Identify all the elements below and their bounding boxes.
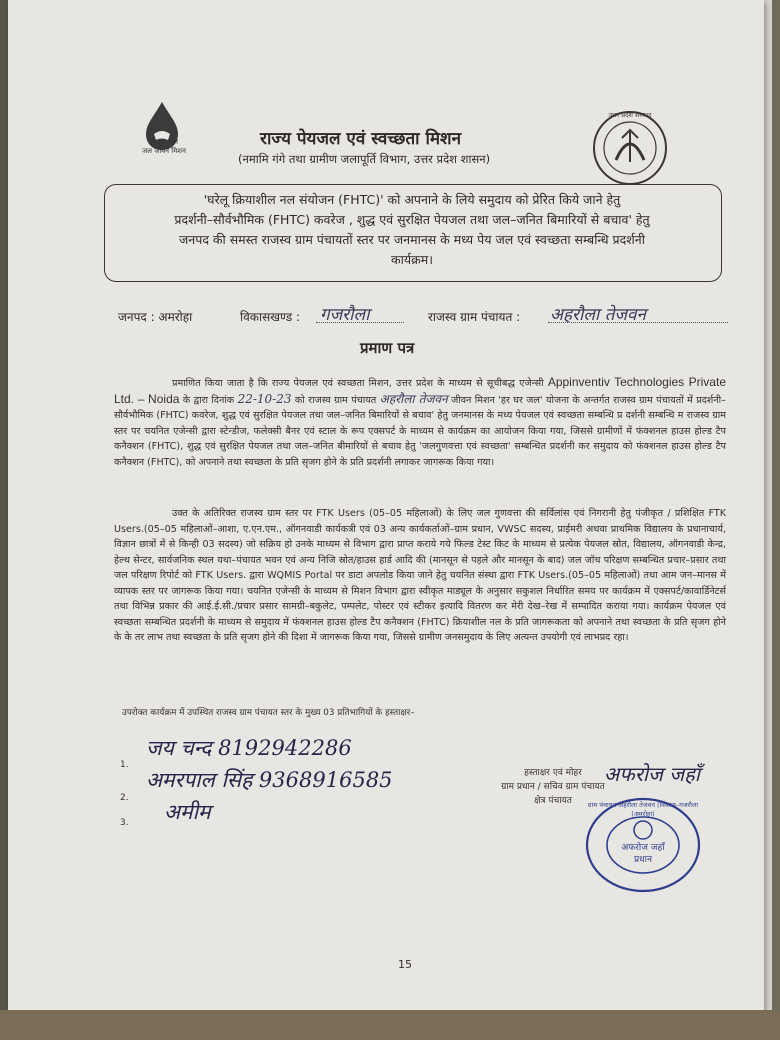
signature-label-line-2: ग्राम प्रधान / सचिव ग्राम पंचायत [501,782,605,792]
official-stamp [584,796,702,894]
participant-1-number: 1. [120,760,129,770]
intro-line-3: जनपद की समस्त राजस्व ग्राम पंचायतों स्तर पर जनमानस के मध्य पेय जल एवं स्वच्छता सम्बन्धि प्रदर्शनी [179,232,645,247]
stamp-designation: प्रधान [634,855,652,865]
page-title: राज्य पेयजल एवं स्वच्छता मिशन [260,129,462,149]
para1-text-c: को राजस्व ग्राम पंचायत [294,394,377,406]
panchayat-value: अहरौला तेजवन [550,305,646,325]
signature-label-line-1: हस्ताक्षर एवं मोहर [524,768,582,778]
para1-text-b: के द्वारा दिनांक [182,394,235,406]
pradhan-signature: अफरोज जहाँ [604,762,700,786]
stamp-name: अफरोज जहाँ [621,843,665,853]
participant-3-signature: अमीम [164,800,211,824]
para1-text-a: प्रमाणित किया जाता है कि राज्य पेयजल एवं स्वच्छता मिशन, उत्तर प्रदेश के माध्यम से सूचीबद्ध एजेन्सी [172,378,544,389]
emblem-icon [590,108,670,188]
intro-line-1: 'घरेलू क्रियाशील नल संयोजन (FHTC)' को अपनाने के लिये समुदाय को प्रेरित किये जाने हेतु [203,192,621,207]
har-ghar-jal-logo [132,100,192,170]
logo-line-1: हर घर जल [150,138,178,146]
district-label: जनपद : अमरोहा [118,310,193,324]
para1-rest: जीवन मिशन 'हर घर जल' योजना के अन्तर्गत राजस्व ग्राम पंचायतों में प्रदर्शनी–सौर्वभौमिक (FHTC) कवरेज, शुद्ध एवं सुरक्षित पेयजल तथा जल–जनित बिमारियों से बचाव' हेतु जनमानस के मध्य पेयजल एवं स्वच्छता सम्बन्धि प्र दर्शनी सम्बन्धि म राजस्व ग्राम स्तर पर चयनित एजेन्सी द्वारा स्टेन्डीज, फलेक्सी बैनर एवं स्टाल के रूप एक्सपर्ट के माध्यम से कार्यक्रम का आयोजन किया गया, जिससे ग्रामीणों में फंक्शनल हाउस होल्ड टैप कनैक्शन (FHTC), शुद्ध एवं सुरक्षित पेयजल तथा जल–जनित बीमारियों से बचाव हेतु 'जलगुणवत्ता एवं स्वच्छता' सम्बन्धित प्रदर्शनी कर समुदाय को फंक्शनल हाउस होल्ड टैप कनैक्शन (FHTC), को अपनाने तथा स्वच्छता के प्रति सृजग होने के प्रति प्रदर्शनी लगाकर जागरूक किया गया। [114,394,726,468]
water-drop-icon [132,100,192,170]
intro-box-text [112,190,712,270]
block-underline [316,322,404,323]
village-name: अहरौला तेजवन [379,391,448,406]
panchayat-label: राजस्व ग्राम पंचायत : [428,310,521,324]
certificate-paragraph-2 [114,506,726,646]
certificate-paragraph-1 [114,375,726,470]
block-label: विकासखण्ड : [240,310,301,324]
participant-3-number: 3. [120,818,129,828]
agency-name: Appinventiv Technologies Private Ltd. – Noida [114,375,726,406]
participants-note: उपरोक्त कार्यक्रम में उपस्थित राजस्व ग्राम पंचायत स्तर के मुख्य 03 प्रतिभागियों के हस्ताक्षर– [122,708,415,718]
participant-2-number: 2. [120,793,129,803]
emblem-text: उत्तर प्रदेश सरकार [608,111,652,119]
certificate-heading: प्रमाण पत्र [360,339,415,357]
up-government-emblem [590,108,670,188]
block-value: गजरौला [320,305,370,325]
panchayat-underline [548,322,728,323]
participant-2-signature: अमरपाल सिंह 9368916585 [146,768,393,792]
participant-1-signature: जय चन्द 8192942286 [146,736,352,760]
signature-label-line-3: क्षेत्र पंचायत [534,796,572,806]
page-number: 15 [398,958,412,971]
program-date: 22-10-23 [237,391,292,406]
intro-line-4: कार्यक्रम। [391,252,433,267]
para2-text: उक्त के अतिरिक्त राजस्व ग्राम स्तर पर FTK Users (05–05 महिलाओं) के लिए जल गुणवत्ता की सर्विलांस एवं निगरानी हेतु पंजीकृत / प्रशिक्षित FTK Users.(05–05 महिलाओं–आशा, ए.एन.एम., ऑगनवाडी कार्यकत्री एवं 03 अन्य कार्यकर्ताओं–ग्राम प्रधान, VWSC सदस्य, प्राईमरी अथवा प्राथमिक विद्यालय के प्रधानाचार्य, विज्ञान छात्रों में से किन्ही 03 सदस्य) जो सक्रिय हो उनके माध्यम से विभाग द्वारा प्राप्त कराये गये फिल्ड टेस्ट किट के माध्यम से प्रत्येक पेयजल स्रोत, विद्यालय, ऑगनवाडी केन्द्र, हेल्थ सेन्टर, सार्वजनिक स्थल यथा–पंचायत भवन एवं अन्य निजि स्रोत/हाउस हार्ड आदि की (मानसून से पहले और मानसून के बाद) जल जॉच परिक्षण सम्बन्धित प्रचार–प्रसार तथा जल परिक्षण रिपोर्ट को FTK Users. द्वारा WQMIS Portal पर डाटा अपलोड किया जाने हेतु चयनित संस्था द्वारा FTK Users.(05–05 महिलाओं) तथा आम जन–मानस में व्यापक स्तर पर जागरूक किया गया। चयनित एजेन्सी के माध्यम से मिशन विभाग द्वारा स्वीकृत माड्यूल के अनुसार सकुशल निर्धारित समय पर कार्यक्रम में एक्सपर्ट/कावार्डिनेटर्स तथा विभिन्न प्रकार की आई.ई.सी./प्रचार प्रसार सामग्री–बकुलेट, पम्पलेट, पोस्टर एवं स्टीकर इत्यादि वितरण कर मेरी देख–रेख में सम्पादित कराया गया। कार्यक्रम पेयजल एवं स्वच्छता सम्बन्धित प्रदर्शनी के माध्यम से समुदाय में फंक्शनल हाउस होल्ड टैप कनैक्शन (FHTC) क्रियाशील नल के प्रति जागरूकता को अपनाने तथा स्वच्छता के प्रति सृजग होने के के तर लाभ तथा स्वच्छता के प्रति सृजग होने की दिशा में जागरूक किया गया, जिससे ग्रामीण जनसमुदाय के लिए अत्यन्त उपयोगी एवं लाभप्रद रहा। [114,508,726,643]
intro-line-2: प्रदर्शनी–सौर्वभौमिक (FHTC) कवरेज , शुद्ध एवं सुरक्षित पेयजल तथा जल–जनित बिमारियों से बचाव' हेतु [174,212,650,227]
logo-line-2: जल जीवन मिशन [142,147,186,155]
page-subtitle: (नमामि गंगे तथा ग्रामीण जलापूर्ति विभाग, उत्तर प्रदेश शासन) [238,152,491,166]
stamp-ring-text: ग्राम पंचायत अहरौला तेजवन (विकास–गजरौला (अमरोहा) [587,801,699,818]
